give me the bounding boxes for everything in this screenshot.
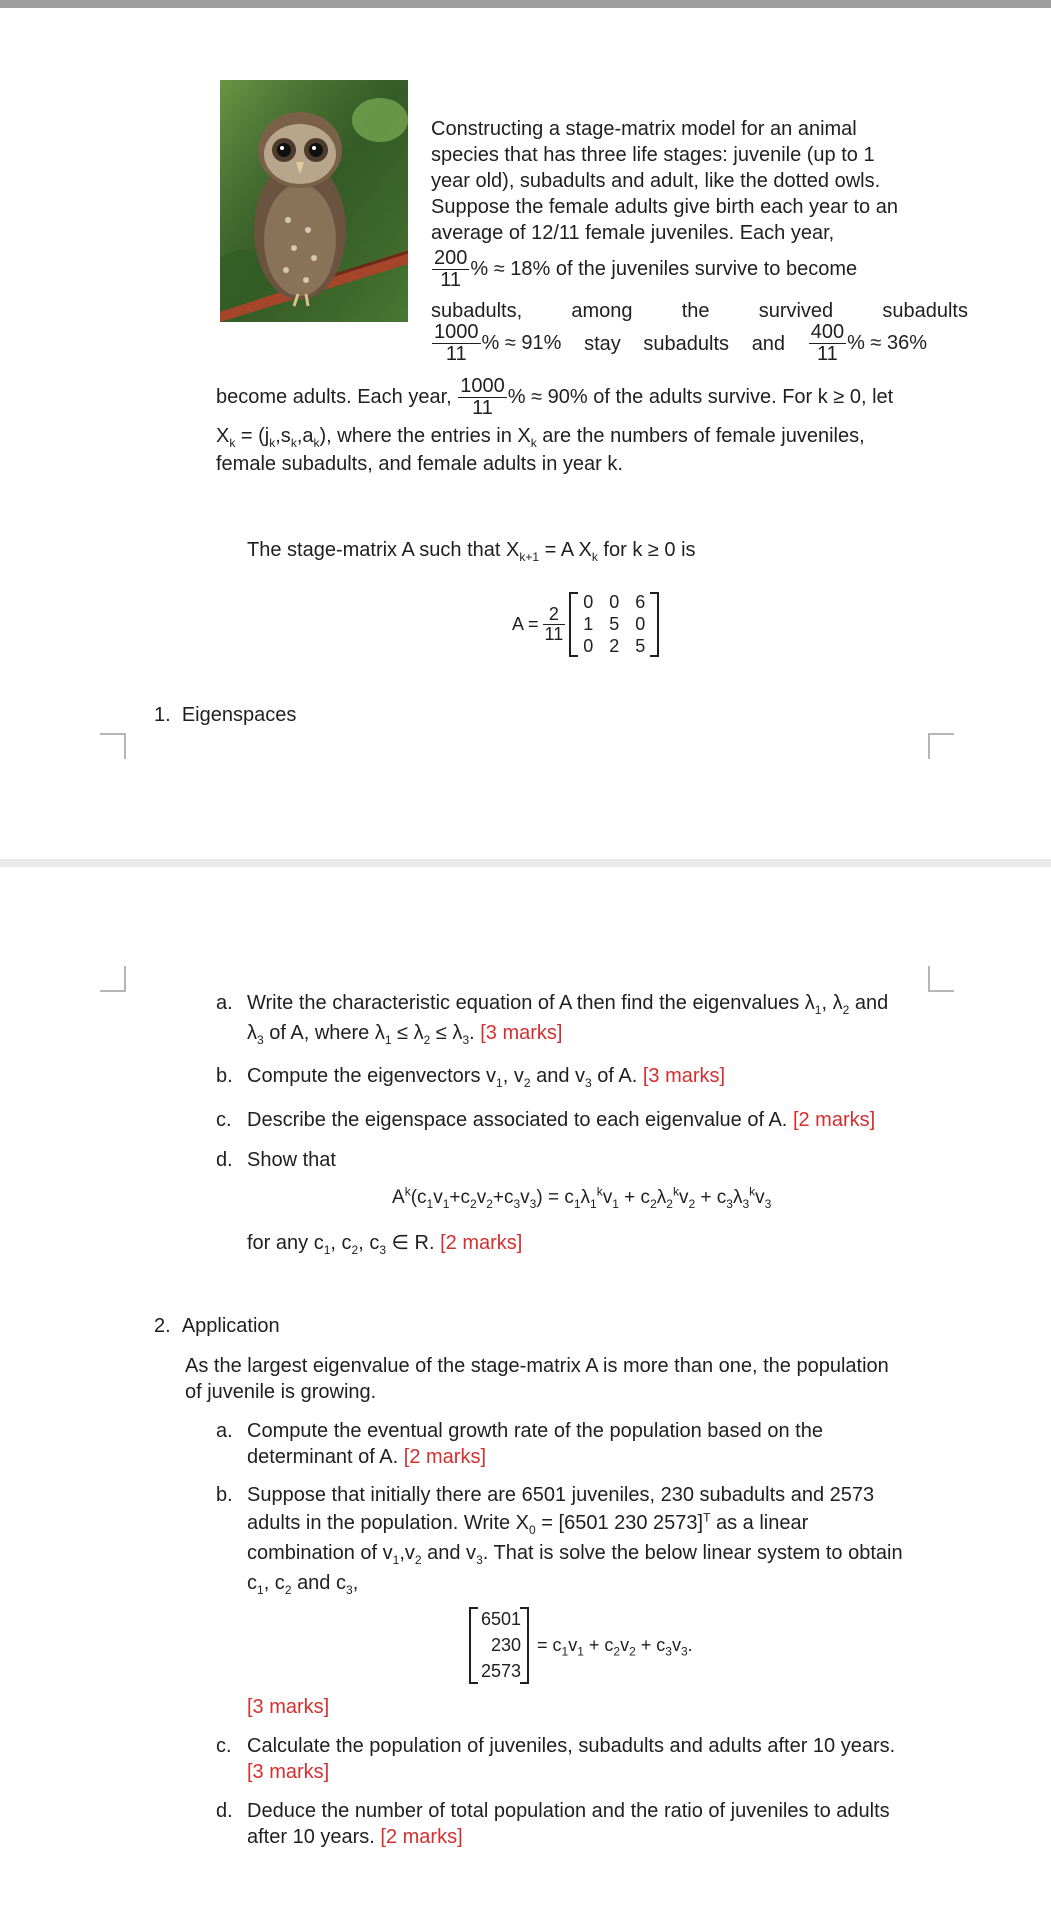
linear-combination: = $c_1v_1 + c_2v_2 + c_3v_3$. [537,1634,693,1659]
question-line: Deduce the number of total population and the ratio of juveniles to adults [247,1800,890,1822]
question-text: Show that [247,1149,336,1171]
intro-line [431,194,927,220]
item-label: c. [216,1735,232,1757]
intro-word: stay [584,332,621,355]
question-text: . That is solve the below linear system to obtain [482,1542,903,1564]
intro-line [431,116,927,142]
fraction-numerator: 200 [434,247,468,269]
intro-word: and [751,332,786,355]
vector-right-bracket [520,1607,529,1684]
fraction-numerator: 400 [810,321,845,343]
question-text: Write the characteristic equation of A then find the eigenvalues λ [247,992,815,1014]
question-text: of A, where λ [269,1022,385,1044]
question-2b [216,1482,946,1596]
paragraph-line: of juvenile is growing. [185,1381,377,1403]
fraction-200-11 [432,248,469,291]
fraction-numerator: 1000 [460,375,505,397]
section-number: 2. [154,1315,171,1337]
question-text: and c [297,1572,346,1594]
matrix-entry: 5 [635,636,646,656]
subscript: k [313,436,320,450]
item-label: d. [216,1800,233,1822]
page-corner-mark [928,733,954,759]
question-text: Describe the eigenspace associated to each eigenvalue of A. [247,1109,788,1131]
matrix-entry: 0 [609,592,620,612]
intro-text: average of 12/11 female juveniles. Each year, [431,222,835,244]
question-1a [216,990,936,1046]
question-line: $\lambda_3$ of A, where $\lambda_1 \le \lambda_2 \le \lambda_3$. [3 marks] [247,1022,563,1047]
intro-word: subadults [643,332,730,355]
intro-text: Suppose the female adults give birth each year to an [431,196,898,218]
intro-text: female subadults, and female adults in year k. [216,453,623,475]
intro-text: Constructing a stage-matrix model for an animal [431,118,857,140]
item-label: c. [216,1109,232,1131]
question-2a [216,1418,936,1470]
matrix-entry: 1 [583,614,594,634]
question-1b: b. Compute the eigenvectors $v_1$, $v_2$ and $v_3$ of A. [3 marks] [216,1065,726,1090]
question-2c [216,1733,946,1785]
fraction-numerator: 1000 [434,321,479,343]
question-line: Suppose that initially there are 6501 juveniles, 230 subadults and 2573 [247,1484,875,1506]
matrix-equation [512,592,659,657]
question-line: adults in the population. Write $X_0 = [6501$ 230 2573]$^T$ as a linear [247,1510,809,1537]
initial-vector [469,1607,529,1684]
intro-text: are the numbers of female juveniles, [536,425,865,447]
intro-text: X [216,425,230,447]
vector-left-bracket [469,1607,478,1684]
item-label: a. [216,1420,233,1442]
question-text: as a linear [710,1512,809,1534]
intro-text: % ≈ 91% [481,331,562,354]
matrix-entry: 5 [609,614,620,634]
question-line: Write the characteristic equation of A then find the eigenvalues $\lambda_1$, $\lambda_2$ and [247,992,889,1017]
matrix-entries [569,592,659,657]
marks-label: [3 marks] [247,1696,330,1718]
item-label: a. [216,992,233,1014]
fraction-denominator: 11 [472,397,493,419]
item-label: b. [216,1484,233,1506]
section-number: 1. [154,704,171,726]
question-text: and v [421,1542,477,1564]
intro-line [431,168,927,194]
question-1c [216,1107,875,1133]
question-line: Compute the eventual growth rate of the population based on the [247,1420,823,1442]
matrix-entry: 2 [609,636,620,656]
matrix-entry: 6 [635,592,646,612]
intro-text: ), where the entries in X [319,425,531,447]
section-heading-eigenspaces [154,702,296,728]
fraction-1000-11 [458,376,507,419]
fraction-denominator: 11 [440,269,462,291]
intro-text: become adults. Each year, [216,385,452,408]
matrix-entry: 0 [583,636,594,656]
fraction-denominator: 11 [817,343,838,365]
fraction-numerator: 2 [543,605,566,625]
intro-line-fractions [431,322,927,365]
application-intro [185,1353,945,1405]
subscript: k+1 [519,550,540,564]
question-text: and v [536,1065,586,1087]
item-label: b. [216,1065,233,1087]
question-text: for any c [247,1232,324,1254]
question-text: after 10 years. [247,1826,375,1848]
vector-entry: 2573 [480,1661,521,1681]
owl-photo [220,80,408,322]
matrix-coefficient [543,605,566,644]
page-corner-mark [100,966,126,992]
marks-label: [2 marks] [403,1446,487,1468]
question-line: combination of $v_1,v_2$ and $v_3$. That is solve the below linear system to obtain [247,1542,903,1567]
question-2d [216,1798,946,1850]
intro-word: subadults [882,300,968,322]
matrix-entry: 0 [583,592,594,612]
item-label: d. [216,1149,233,1171]
section-heading-application [154,1313,280,1339]
page-corner-mark [928,966,954,992]
question-text: adults in the population. Write X [247,1512,530,1534]
intro-word: survived [758,300,834,322]
marks-label: [3 marks] [247,1761,330,1783]
vector-entry: 6501 [480,1609,521,1629]
matrix-label: A = [512,613,539,634]
intro-line [216,423,928,449]
intro-paragraph-bottom [216,376,928,477]
fraction-denominator: 11 [544,624,564,644]
question-text: of A. [597,1065,638,1087]
intro-text: % ≈ 90% of the adults survive. For k ≥ 0, let [507,385,894,408]
initial-vector-equation [469,1607,693,1684]
stage-matrix [569,592,659,657]
intro-word: subadults, [431,300,523,322]
matrix-entry: 0 [635,614,646,634]
subscript: k [290,436,297,450]
intro-text: ,a [296,425,314,447]
intro-word: the [681,300,710,322]
section-title: Eigenspaces [181,704,297,726]
subscript: k [530,436,537,450]
top-border [0,0,1051,8]
intro-text: % ≈ 36% [847,331,927,354]
intro-line [216,451,928,477]
intro-line-subadults [431,298,968,324]
question-text: Compute the eigenvectors v [247,1065,497,1087]
question-text: combination of v [247,1542,393,1564]
intro-text: = (j [235,425,270,447]
subscript: k [591,550,598,564]
page-corner-mark [100,733,126,759]
question-line [247,1444,936,1470]
subscript: k [229,436,236,450]
matrix-left-bracket [569,592,578,657]
stage-text: = A X [539,539,592,561]
intro-line [431,220,927,246]
question-text: ∈ R. [391,1232,435,1254]
matrix-right-bracket [650,592,659,657]
marks-label: [2 marks] [380,1826,463,1848]
linearity-equation: $A^k(c_1v_1+c_2v_2+c_3v_3) = c_1\lambda_1^kv_1 + c_2\lambda_2^kv_2 + c_3\lambda_3^kv_3$ [392,1184,772,1211]
stage-text: for k ≥ 0 is [597,539,696,561]
question-text: = [6501 230 2573] [535,1512,704,1534]
paragraph-line: As the largest eigenvalue of the stage-matrix A is more than one, the population [185,1355,889,1377]
section-title: Application [181,1315,280,1337]
intro-line [431,142,927,168]
intro-paragraph-top [431,116,927,291]
intro-line [216,376,928,419]
intro-line [431,248,927,291]
question-line [247,1824,946,1850]
marks-label: [3 marks] [480,1022,563,1044]
stage-matrix-sentence [247,537,696,563]
intro-text: ,s [275,425,291,447]
subscript: k [269,436,276,450]
fraction-400-11 [809,322,846,365]
question-line: Calculate the population of juveniles, subadults and adults after 10 years. [247,1735,896,1757]
page-break [0,859,1051,867]
question-1d [216,1147,336,1173]
marks-label: [3 marks] [642,1065,726,1087]
fraction-denominator: 11 [445,343,467,365]
question-1d-condition: for any $c_1$, $c_2$, $c_3$ ∈ R. [2 marks] [247,1232,523,1257]
marks-label: [2 marks] [792,1109,876,1131]
intro-text: year old), subadults and adult, like the dotted owls. [431,170,881,192]
intro-text: species that has three life stages: juvenile (up to 1 [431,144,875,166]
question-text: and [854,992,889,1014]
question-line: $c_1$, $c_2$ and $c_3$, [247,1572,359,1597]
fraction-1000-11 [432,322,481,365]
stage-text: The stage-matrix A such that X [247,539,520,561]
intro-text: % ≈ 18% of the juveniles survive to become [470,257,858,280]
question-text: determinant of A. [247,1446,399,1468]
intro-word: among [571,300,633,322]
marks-label: [2 marks] [440,1232,523,1254]
vector-entry: 230 [490,1635,521,1655]
